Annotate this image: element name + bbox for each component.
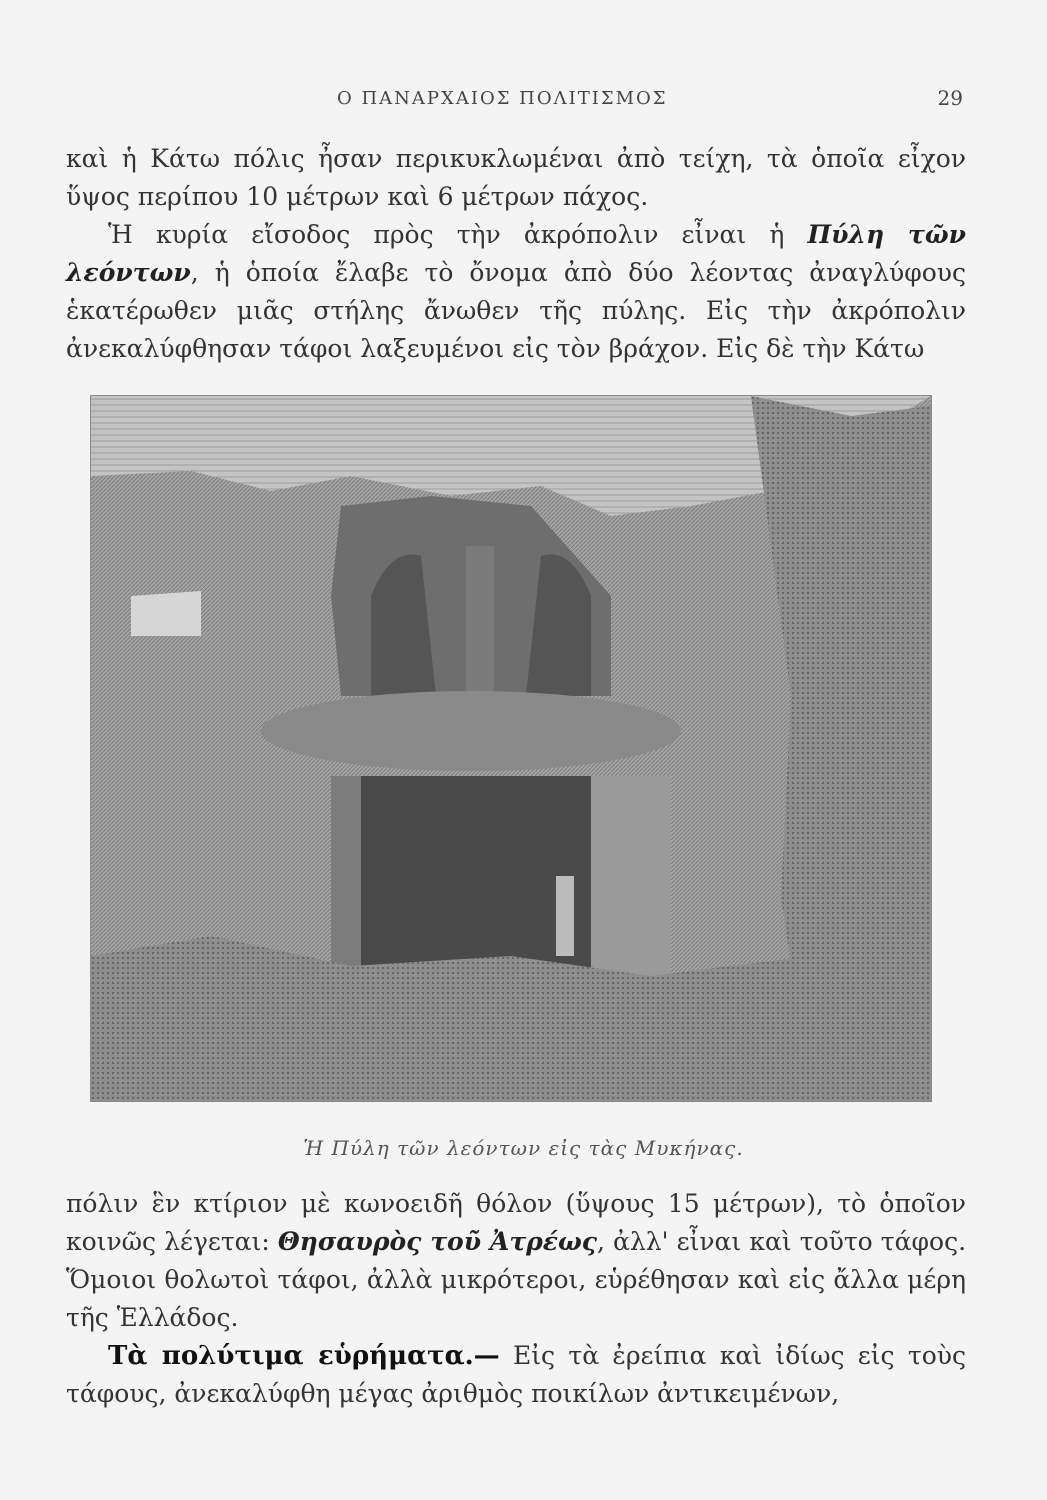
page-number: 29 — [937, 86, 963, 110]
paragraph-4-text: Εἰς τὰ ἐρείπια καὶ ἰδίως εἰς τοὺς τάφους, ἀνεκαλύφθη μέγας ἀριθμὸς ποικίλων ἀντικειμένων, — [66, 1341, 966, 1408]
running-title: Ο ΠΑΝΑΡΧΑΙΟΣ ΠΟΛΙΤΙΣΜΟΣ — [337, 88, 668, 109]
text-block-bottom — [66, 1185, 966, 1413]
paragraph-3-rest: , ἀλλ' εἶναι καὶ τοῦτο τάφος. Ὅμοιοι θολωτοὶ τάφοι, ἀλλὰ μικρότεροι, εὑρέθησαν καὶ εἰς ἄλλα μέρη τῆς Ἑλλάδος. — [66, 1227, 967, 1332]
ground-rubble — [91, 936, 931, 1101]
paragraph-2 — [66, 216, 966, 368]
standing-figure — [556, 876, 574, 956]
text-block-top — [66, 140, 966, 368]
light-block — [131, 591, 201, 636]
central-column — [466, 546, 494, 696]
paragraph-3 — [66, 1185, 966, 1337]
paragraph-2-rest: , ἡ ὁποία ἔλαβε τὸ ὄνομα ἀπὸ δύο λέοντας ἀναγλύφους ἑκατέρωθεν μιᾶς στήλης ἄνωθεν τῆς πύλης. Εἰς τὴν ἀκρόπολιν ἀνεκαλύφθησαν τάφοι λαξευμένοι εἰς τὸν βράχον. Εἰς δὲ τὴν Κάτω — [66, 258, 966, 363]
paragraph-2-start: Ἡ κυρία εἴσοδος πρὸς τὴν ἀκρόπολιν εἶναι ἡ — [108, 220, 808, 249]
section-heading: Τὰ πολύτιμα εὑρήματα.— — [108, 1341, 500, 1371]
paragraph-1: καὶ ἡ Κάτω πόλις ἦσαν περικυκλωμέναι ἀπὸ τείχη, τὰ ὁποῖα εἶχον ὕψος περίπου 10 μέτρων καὶ 6 μέτρων πάχος. — [66, 144, 966, 211]
lintel — [261, 691, 681, 771]
gate-post-left — [331, 776, 361, 976]
engraving — [91, 396, 931, 1101]
gate-post-right — [591, 776, 671, 996]
figure-caption: Ἡ Πύλη τῶν λεόντων εἰς τὰς Μυκήνας. — [303, 1136, 744, 1160]
lion-gate-illustration — [90, 395, 932, 1102]
running-header — [0, 88, 1047, 112]
treasury-term: Θησαυρὸς τοῦ Ἀτρέως — [277, 1227, 598, 1256]
lion-gate-term: Πύλη τῶν λεόντων — [66, 220, 966, 287]
paragraph-4 — [66, 1337, 966, 1413]
paragraph-3-start: πόλιν ἓν κτίριον μὲ κωνοειδῆ θόλον (ὕψους 15 μέτρων), τὸ ὁποῖον κοινῶς λέγεται: — [66, 1189, 966, 1256]
